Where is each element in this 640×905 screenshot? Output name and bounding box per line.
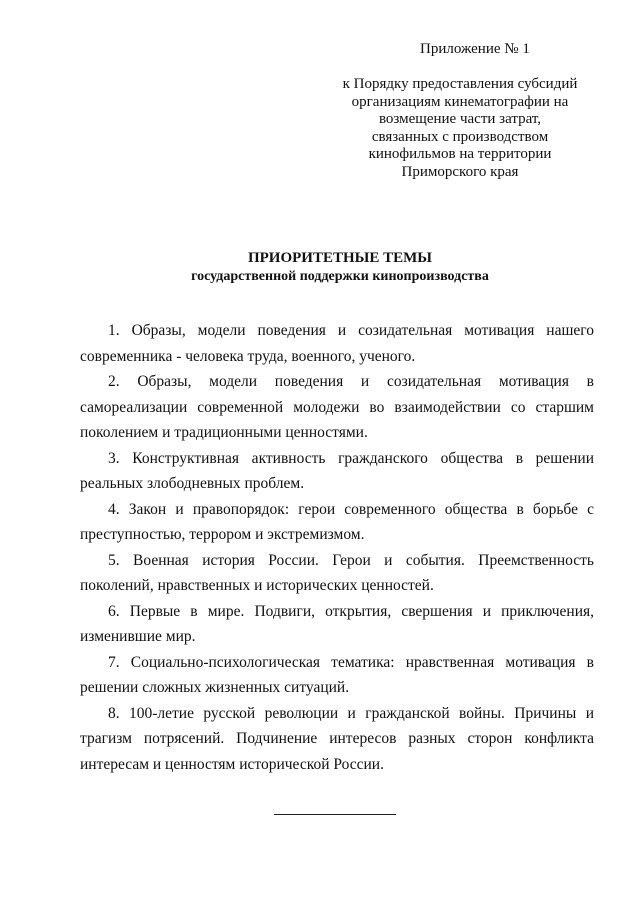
appendix-line: к Порядку предоставления субсидий <box>342 76 578 92</box>
list-item: 2. Образы, модели поведения и созидательная мотивация в самореализации современной молодежи во взаимодействии со старшим поколением и традиционными ценностями. <box>80 373 594 441</box>
priority-topics-list <box>80 318 594 777</box>
appendix-line: организациям кинематографии на <box>351 93 569 110</box>
list-item: 7. Социально-психологическая тематика: нравственная мотивация в решении сложных жизненных ситуаций. <box>80 653 594 696</box>
document-subtitle: государственной поддержки кинопроизводства <box>191 269 489 284</box>
appendix-line: Приморского края <box>401 163 519 180</box>
appendix-line: связанных с производством <box>371 128 549 145</box>
list-item: 1. Образы, модели поведения и созидательная мотивация нашего современника - человека труда, военного, ученого. <box>80 322 594 365</box>
appendix-reference <box>330 76 590 181</box>
list-item: 5. Военная история России. Герои и события. Преемственность поколений, нравственных и исторических ценностей. <box>80 551 594 594</box>
list-item: 6. Первые в мире. Подвиги, открытия, свершения и приключения, изменившие мир. <box>80 602 594 645</box>
closing-rule <box>274 814 396 815</box>
list-item: 4. Закон и правопорядок: герои современного общества в борьбе с преступностью, террором и экстремизмом. <box>80 500 594 543</box>
appendix-line: возмещение части затрат, <box>378 111 542 127</box>
list-item: 8. 100-летие русской революции и гражданской войны. Причины и трагизм потрясений. Подчинение интересов разных сторон конфликта интересам и ценностям исторической России. <box>80 704 594 773</box>
appendix-label: Приложение № 1 <box>420 41 530 57</box>
list-item: 3. Конструктивная активность гражданского общества в решении реальных злободневных проблем. <box>80 449 594 492</box>
document-title: ПРИОРИТЕТНЫЕ ТЕМЫ <box>247 250 433 266</box>
appendix-line: кинофильмов на территории <box>368 146 552 162</box>
